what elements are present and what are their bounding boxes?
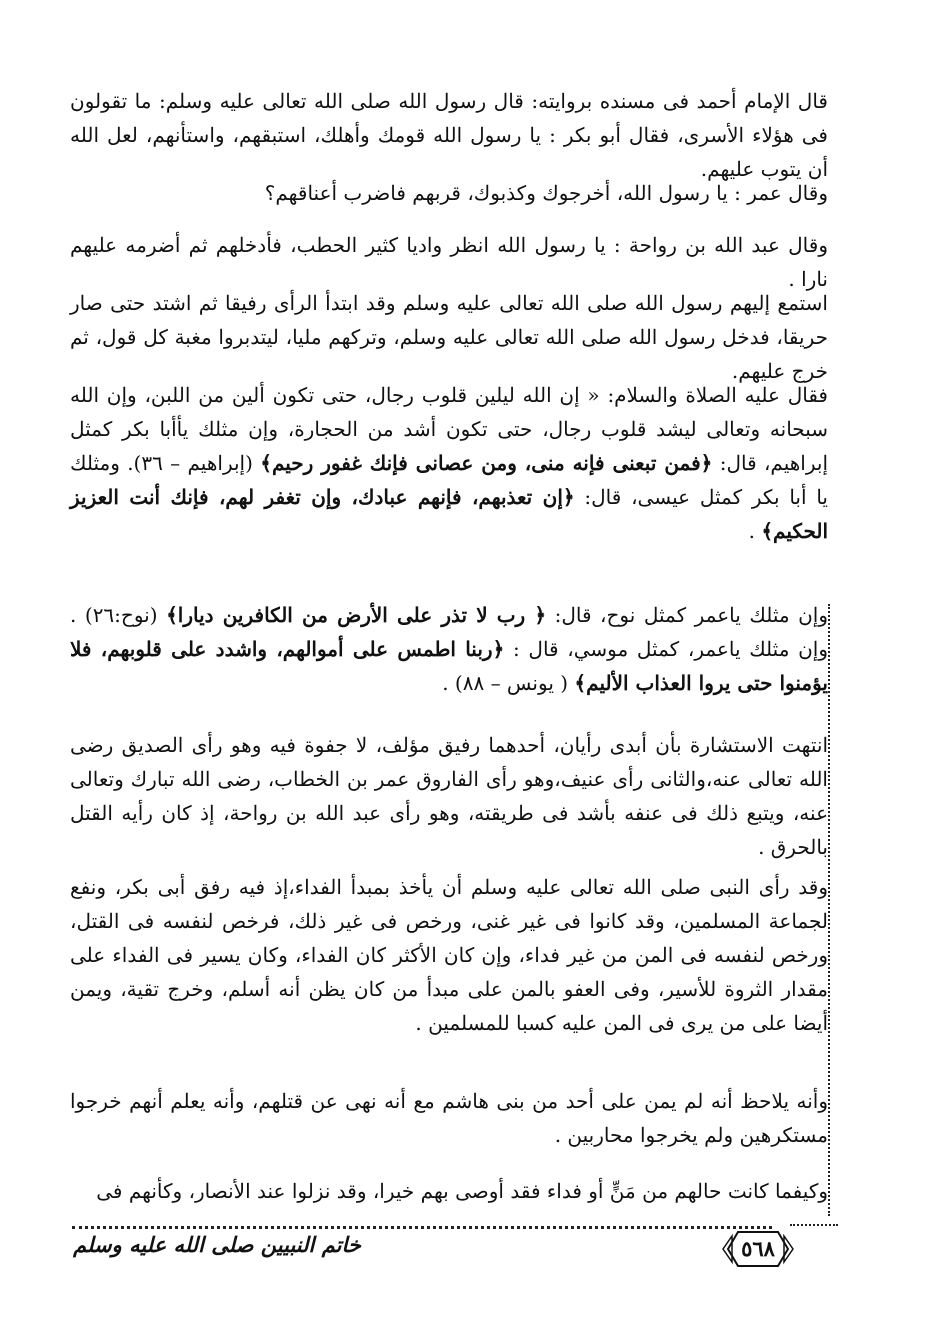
paragraph-umar [70, 176, 828, 210]
paragraph-text: وقال عمر : يا رسول الله، أخرجوك وكذبوك، قربهم فاضرب أعناقهم؟ [264, 181, 828, 205]
paragraph-end: . [748, 519, 755, 543]
page-number-ornament [722, 1228, 794, 1270]
verse-reference: (إبراهيم – ٣٦). ومثلك يا أبا بكر كمثل عيسى، قال: [70, 451, 828, 509]
paragraph-text: وقال عبد الله بن رواحة : يا رسول الله انظر واديا كثير الحطب، فأدخلهم ثم أضرمه عليهم نارا . [70, 233, 828, 291]
quran-verse-isa: ﴿إن تعذبهم، فإنهم عبادك، وإن تغفر لهم، فإنك أنت العزيز الحكيم﴾ [70, 485, 828, 543]
paragraph-nuh-musa [70, 598, 828, 700]
hadith-text: فقال عليه الصلاة والسلام: « إن الله ليلين قلوب رجال، حتى تكون ألين من اللبن، وإن الله سبحانه وتعالى ليشد قلوب رجال، حتى تكون أشد من الحجارة، وإن مثلك يأأبا بكر كمثل إبراهيم، قال: [70, 383, 829, 475]
paragraph-text: استمع إليهم رسول الله صلى الله تعالى عليه وسلم وقد ابتدأ الرأى رفيقا ثم اشتد حتى صار حريقا، فدخل رسول الله صلى الله تعالى عليه وسلم، وتركهم مليا، ليتدبروا مغبة كل قول، ثم خرج عليهم. [70, 291, 828, 383]
footer-dotted-rule [72, 1226, 772, 1229]
paragraph-banu-hashim [70, 1084, 828, 1152]
verse-reference: ( يونس – ٨٨) . [442, 671, 569, 695]
margin-dotted-line [828, 604, 830, 1216]
paragraph-text: وقد رأى النبى صلى الله تعالى عليه وسلم أن يأخذ بمبدأ الفداء،إذ فيه رفق أبى بكر، ونفع لجماعة المسلمين، وقد كانوا فى غير غنى، ورخص فى غير ذلك، فرخص لنفسه فى القتل، ورخص لنفسه فى المن من غير فداء، وإن كان الأكثر كان الفداء، وكان يسير فى الفداء على مقدار الثروة للأسير، وفى العفو بالمن على مبدأ من كان يظن أنه أسلم، وخرج تقية، ويمن أيضا على من يرى فى المن عليه كسبا للمسلمين . [70, 875, 828, 1035]
page-number: ٥٦٨ [741, 1236, 775, 1261]
quran-verse-nuh: ﴿ رب لا تذر على الأرض من الكافرين ديارا﴾ [166, 603, 547, 627]
paragraph-hadith [70, 378, 828, 548]
paragraph-text: وإن مثلك ياعمر كمثل نوح، قال: [546, 603, 828, 627]
verse-reference: (نوح:٢٦) . وإن مثلك ياعمر، كمثل موسي، قال : [70, 603, 829, 661]
paragraph-prophet-decision [70, 870, 828, 1040]
paragraph-two-opinions [70, 728, 828, 864]
footer-dotted-rule-right [790, 1224, 838, 1226]
paragraph-consultation [70, 286, 828, 388]
paragraph-text: وأنه يلاحظ أنه لم يمن على أحد من بنى هاشم مع أنه نهى عن قتلهم، وأنه يعلم أنهم خرجوا مستكرهين ولم يخرجوا محاربين . [70, 1089, 828, 1147]
running-footer-title: خاتم النبيين صلى الله عليه وسلم [73, 1232, 361, 1257]
quran-verse-musa: ﴿ربنا اطمس على أموالهم، واشدد على قلوبهم، فلا يؤمنوا حتى يروا العذاب الأليم﴾ [70, 637, 828, 695]
paragraph-text: وكيفما كانت حالهم من مَنٍّ أو فداء فقد أوصى بهم خيرا، وقد نزلوا عند الأنصار، وكأنهم فى [96, 1179, 828, 1203]
paragraph-text: قال الإمام أحمد فى مسنده بروايته: قال رسول الله صلى الله تعالى عليه وسلم: ما تقولون فى هؤلاء الأسرى، فقال أبو بكر : يا رسول الله قومك وأهلك، استبقهم، واستأنهم، لعل الله أن يتوب عليهم. [70, 89, 828, 181]
paragraph-imam-ahmad [70, 84, 828, 186]
paragraph-last-line [70, 1174, 828, 1208]
paragraph-text: انتهت الاستشارة بأن أبدى رأيان، أحدهما رفيق مؤلف، لا جفوة فيه وهو رأى الصديق رضى الله تعالى عنه،والثانى رأى عنيف،وهو رأى الفاروق عمر بن الخطاب، رضى الله تبارك وتعالى عنه، ويتبع ذلك فى عنفه بأشد فى طريقته، وهو رأى عبد الله بن رواحة، إذ كان رأيه القتل بالحرق . [70, 733, 828, 859]
quran-verse-ibrahim: ﴿فمن تبعنى فإنه منى، ومن عصانى فإنك غفور رحيم﴾ [260, 451, 713, 475]
